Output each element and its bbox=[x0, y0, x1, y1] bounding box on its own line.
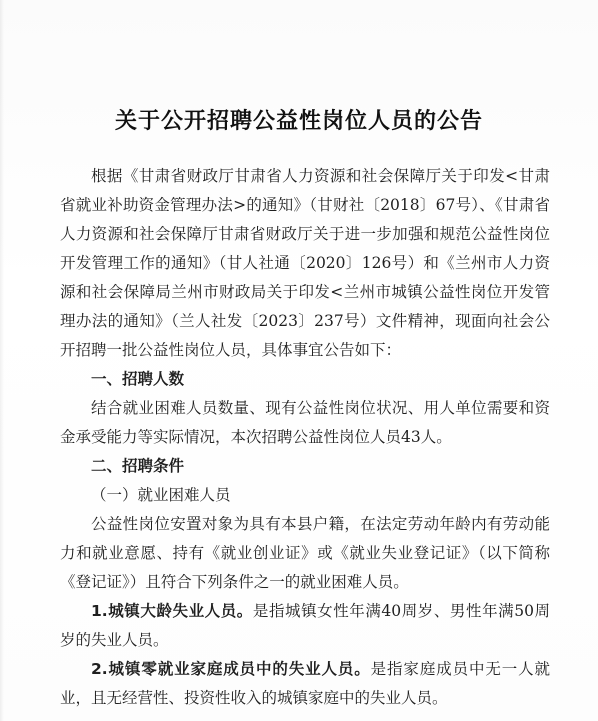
section-1-heading: 一、招聘人数 bbox=[91, 370, 185, 388]
document-body bbox=[60, 162, 550, 713]
condition-item-1 bbox=[60, 597, 550, 655]
condition-item-2 bbox=[60, 655, 550, 713]
condition-item-1-lead: 1.城镇大龄失业人员。 bbox=[91, 602, 253, 620]
condition-item-2-lead: 2.城镇零就业家庭成员中的失业人员。 bbox=[91, 660, 371, 678]
section-2-paragraph: 公益性岗位安置对象为具有本县户籍，在法定劳动年龄内有劳动能力和就业意愿、持有《就业创业证》或《就业失业登记证》（以下简称《登记证》）且符合下列条件之一的就业困难人员。 bbox=[60, 515, 550, 591]
section-2-heading: 二、招聘条件 bbox=[91, 457, 185, 475]
section-1-paragraph: 结合就业困难人员数量、现有公益性岗位状况、用人单位需要和资金承受能力等实际情况，本次招聘公益性岗位人员43人。 bbox=[60, 399, 550, 446]
document-title: 关于公开招聘公益性岗位人员的公告 bbox=[114, 109, 483, 134]
condition-item-2-text: 是指家庭成员中无一人就业，且无经营性、投资性收入的城镇家庭中的失业人员。 bbox=[60, 660, 550, 707]
intro-paragraph: 根据《甘肃省财政厅甘肃省人力资源和社会保障厅关于印发<甘肃省就业补助资金管理办法>的通知》（甘财社〔2018〕67号）、《甘肃省人力资源和社会保障厅甘肃省财政厅关于进一步加强和规范公益性岗位开发管理工作的通知》（甘人社通〔2020〕126号）和《兰州市人力资源和社会保障局兰州市财政局关于印发<兰州市城镇公益性岗位开发管理办法的通知》（兰人社发〔2023〕237号）文件精神，现面向社会公开招聘一批公益性岗位人员，具体事宜公告如下： bbox=[60, 167, 550, 359]
section-2-subheading: （一）就业困难人员 bbox=[91, 486, 231, 504]
condition-item-1-text: 是指城镇女性年满40周岁、男性年满50周岁的失业人员。 bbox=[60, 602, 550, 649]
